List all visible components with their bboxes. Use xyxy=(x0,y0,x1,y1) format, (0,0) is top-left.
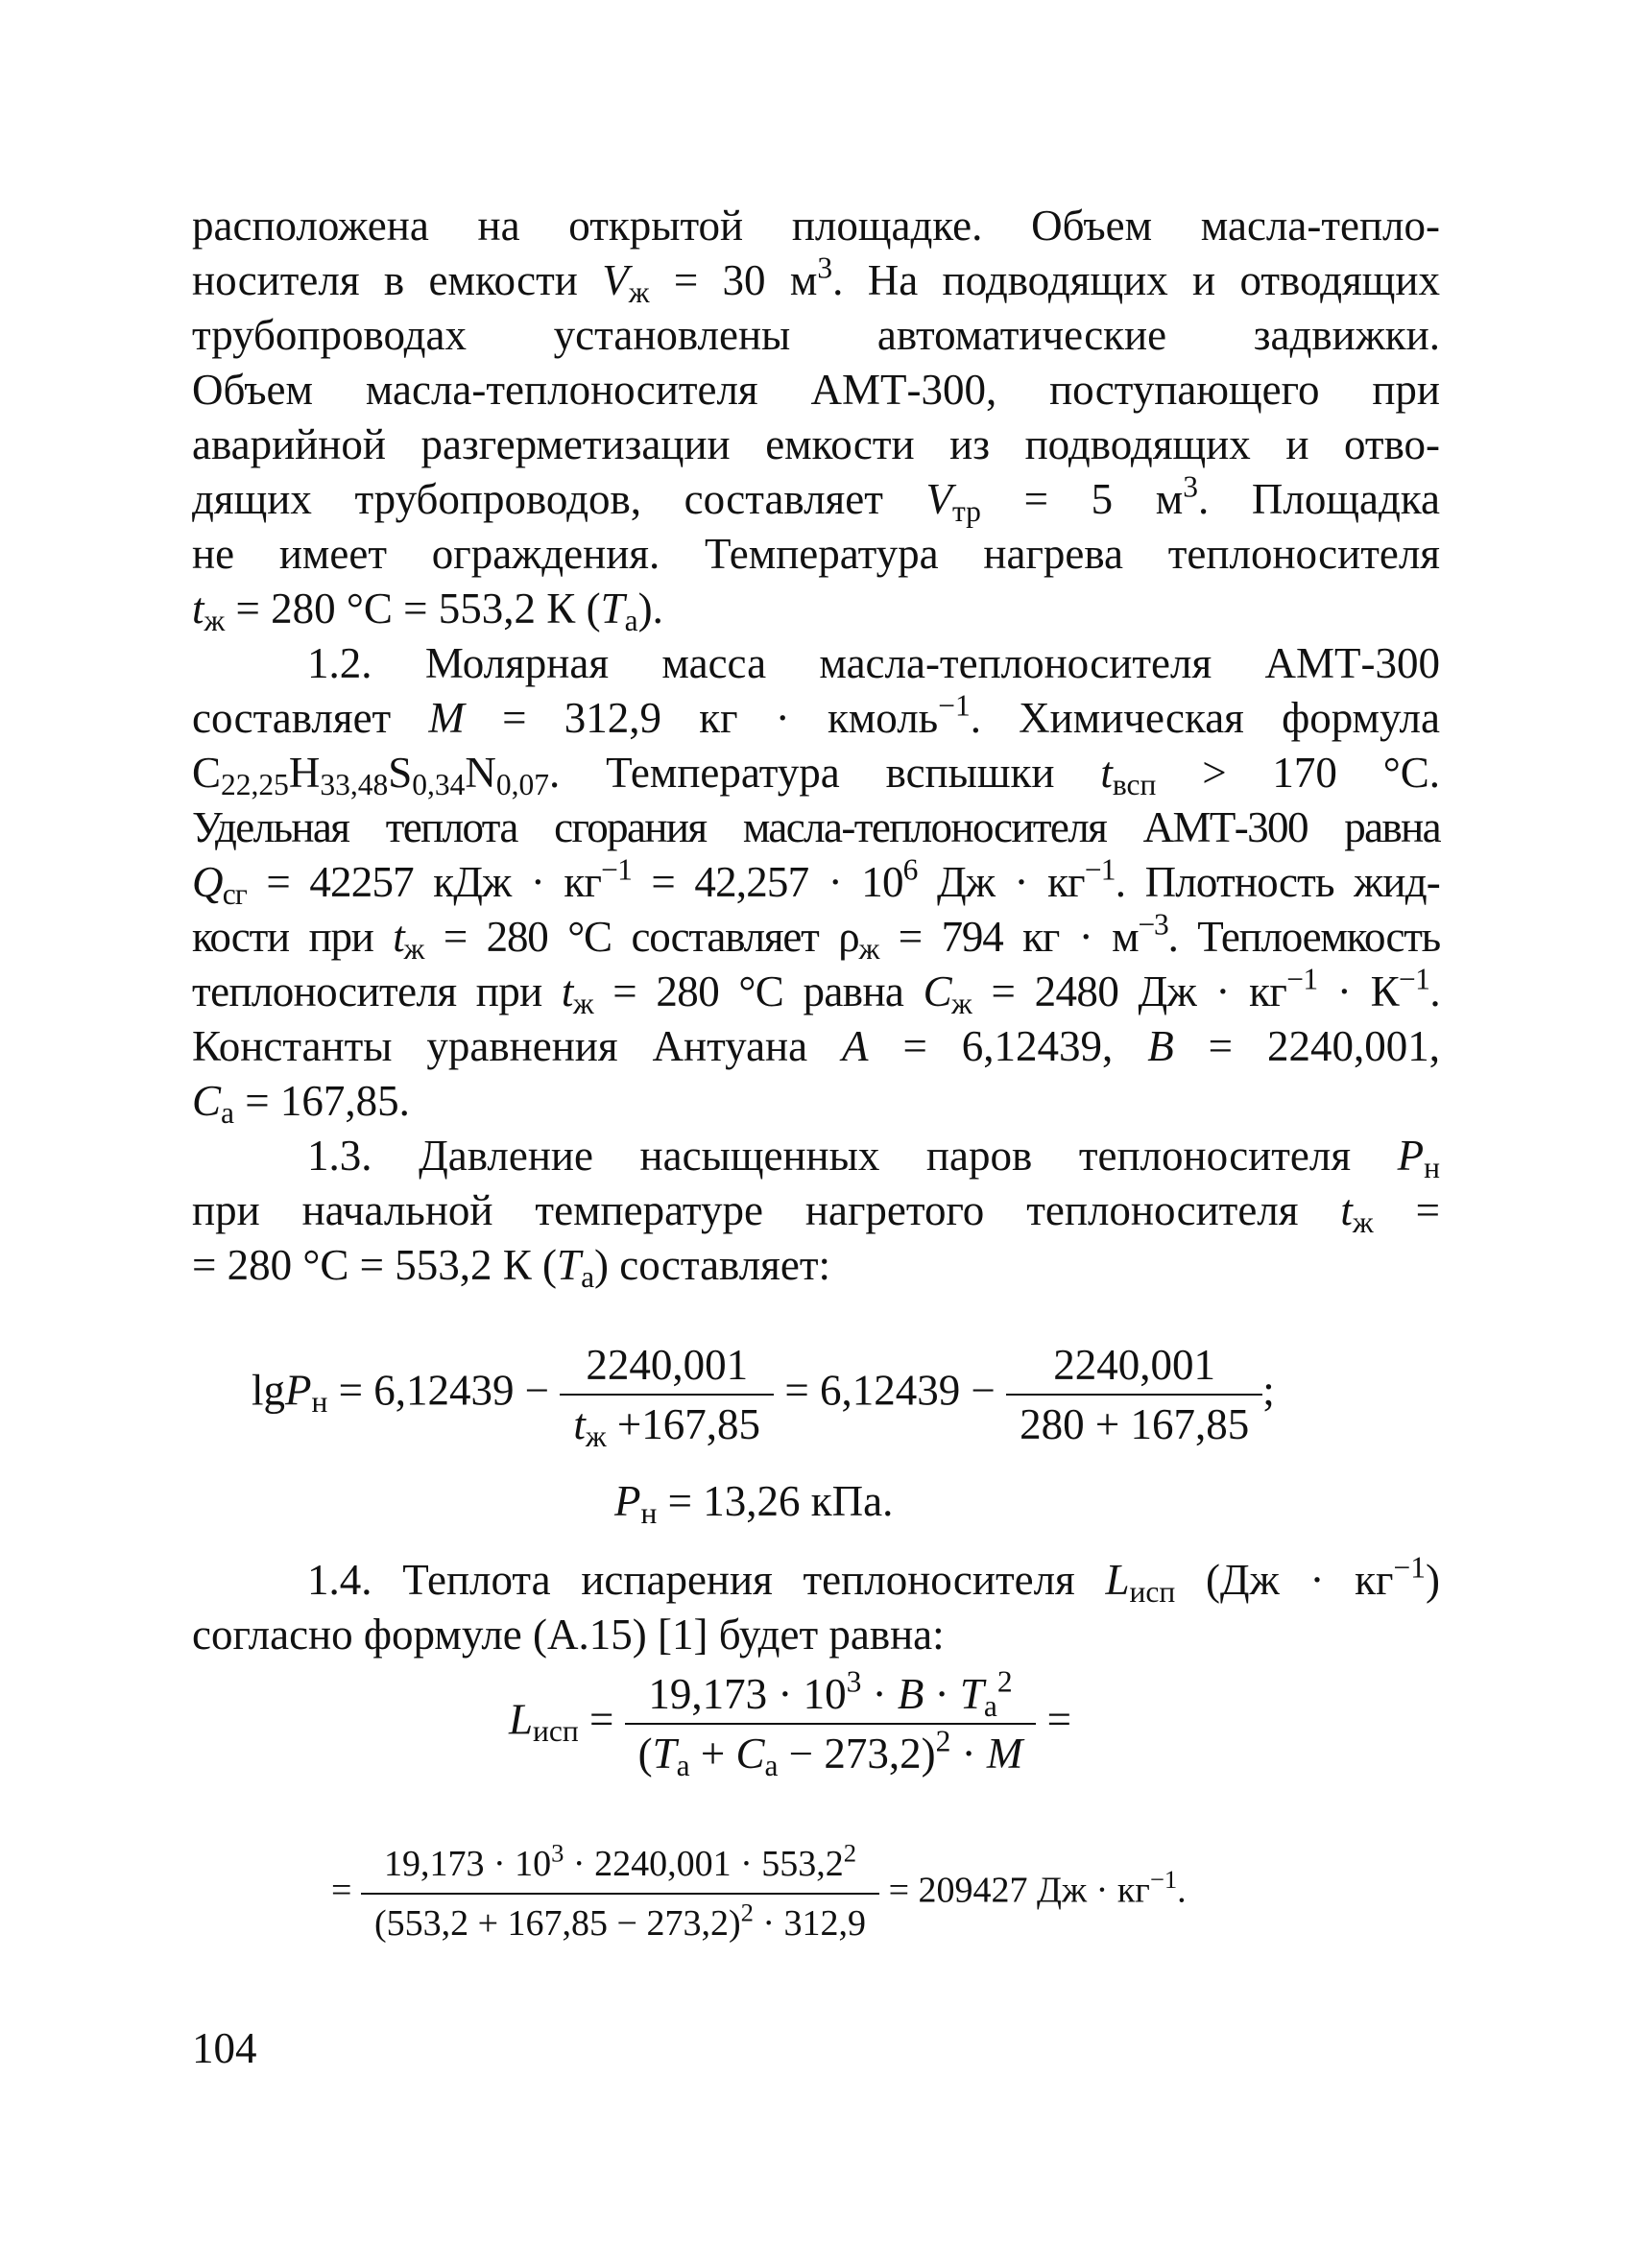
text-line: $C_а = 167,85$. xyxy=(192,1077,410,1130)
text-line: $Q_{сг} = 42257$ кДж · $кг^{-1} = 42,257 \cdot 10^6$ Дж · $кг^{-1}$. Плотность жид- xyxy=(192,852,1440,911)
formula-evaporation-numeric: = $\frac{19,173 \cdot 10^3 \cdot 2240,001 \cdot 553,2^2}{(553,2 + 167,85 - 273,2)^2 \cdot 312,9}$ = 209427 Дж · $кг^{-1}$. xyxy=(331,1835,1187,1952)
formula-evaporation-heat: $L_{исп}$ = $\frac{19,173 \cdot 10^3 \cdot B \cdot T_a^2}{(T_a + C_а - 273,2)^2 \cdot M}$ = xyxy=(509,1664,1072,1782)
text-line: согласно формуле (А.15) [1] будет равна: xyxy=(192,1611,945,1659)
text-line: Удельная теплота сгорания масла-теплоносителя АМТ-300 равна xyxy=(192,803,1440,851)
text-line: 1.4. Теплота испарения теплоносителя $L_{исп}$ $(Дж \cdot кг^{-1})$ xyxy=(307,1550,1441,1609)
text-line: носителя в емкости $V_ж = 30$ $м^3$. На подводящих и отводящих xyxy=(192,251,1441,309)
text-line: 1.2. Молярная масса масла-теплоносителя АМТ-300 xyxy=(307,639,1440,687)
text-line: = 280 °С = 553,2 К $(T_а)$ составляет: xyxy=(192,1241,830,1294)
text-line: теплоносителя при $t_ж = 280$ °С равна $C_ж = 2480$ Дж · $кг^{-1} \cdot К^{-1}$. xyxy=(192,962,1440,1020)
text-line: Объем масла-теплоносителя АМТ-300, поступающего при xyxy=(192,366,1440,414)
paragraph-1-4 xyxy=(192,1550,1441,1662)
text-line: Константы уравнения Антуана A = 6,12439, B = 2240,001, xyxy=(192,1022,1440,1070)
fraction: $\frac{2240,001}{280 + 167,85}$ xyxy=(1006,1336,1262,1453)
text-line: не имеет ограждения. Температура нагрева теплоносителя xyxy=(192,530,1440,578)
text-line: аварийной разгерметизации емкости из подводящих и отво- xyxy=(192,420,1440,468)
fraction: $\frac{19,173 \cdot 10^3 \cdot B \cdot T_a^2}{(T_a + C_а - 273,2)^2 \cdot M}$ xyxy=(625,1665,1037,1782)
formula-pressure-result: $P_н = 13,26$ кПа. xyxy=(614,1477,894,1530)
text-line: составляет M = 312,9 кг · кмоль$^{-1}$. Химическая формула xyxy=(192,688,1440,742)
text-line: $C_{22,25}H_{33,48}S_{0,34}N_{0,07}$. Температура вспышки $t_{всп} > 170$ °С. xyxy=(192,749,1440,801)
text-line: кости при $t_ж = 280$ °С составляет $\rho_ж = 794$ кг · $м^{-3}$. Теплоемкость xyxy=(192,907,1441,966)
page-number: 104 xyxy=(192,2024,257,2072)
fraction: $\frac{19,173 \cdot 10^3 \cdot 2240,001 \cdot 553,2^2}{(553,2 + 167,85 - 273,2)^2 \cdot 312,9}$ xyxy=(361,1835,879,1952)
formula-antoine: lgP$_н$ = 6,12439 − $\frac{2240,001}{t_ж +167,85}$ = 6,12439 − $\frac{2240,001}{280 + 167,85}$ ; xyxy=(252,1336,1275,1453)
text-line: расположена на открытой площадке. Объем масла-тепло- xyxy=(192,202,1440,250)
text-line: дящих трубопроводов, составляет $V_{тр} = 5$ $м^3$. Площадка xyxy=(192,469,1440,528)
text-line: $t_ж = 280$ °С = 553,2 К $(T_а)$. xyxy=(192,585,663,637)
paragraph-1-1-cont xyxy=(192,199,1440,1293)
text-line: трубопроводах установлены автоматические задвижки. xyxy=(192,311,1440,359)
fraction: $\frac{2240,001}{t_ж +167,85}$ xyxy=(560,1336,774,1453)
text-line: при начальной температуре нагретого теплоносителя $t_ж$ = xyxy=(192,1186,1440,1239)
text-line: 1.3. Давление насыщенных паров теплоносителя $P_н$ xyxy=(307,1132,1440,1184)
